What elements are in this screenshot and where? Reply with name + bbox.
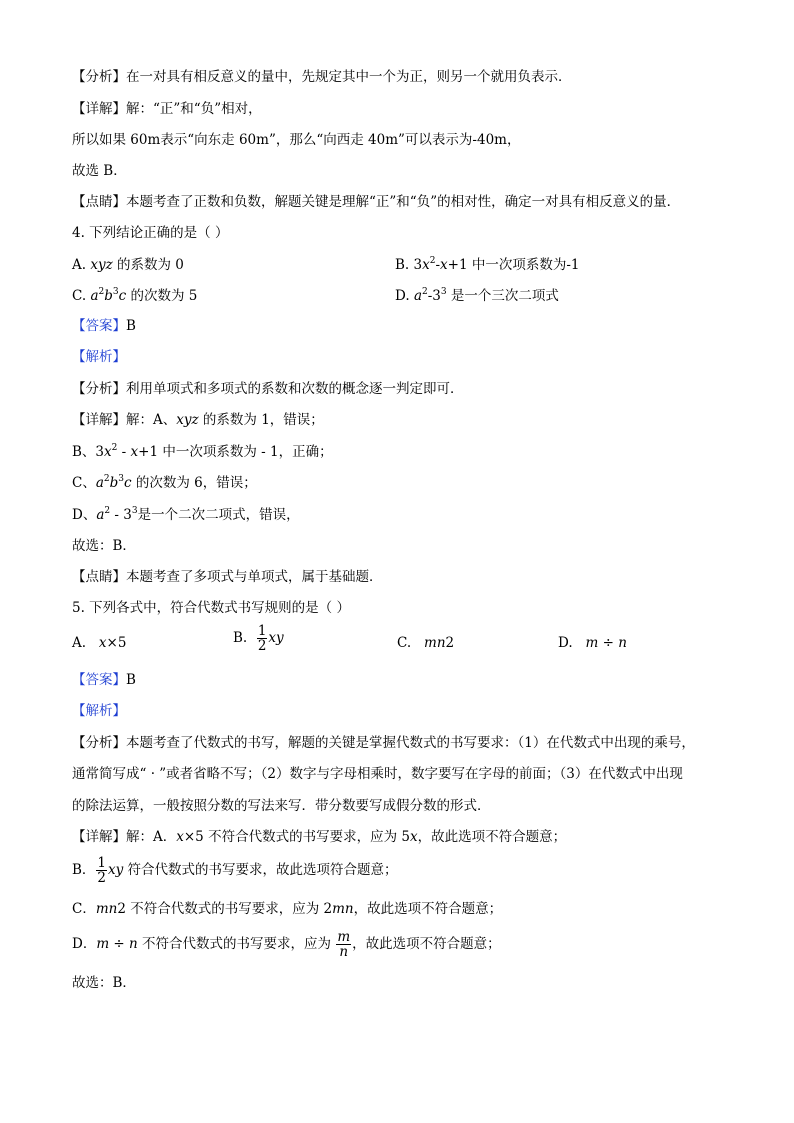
math-var: x <box>422 257 430 273</box>
detail-text: D． <box>72 936 97 952</box>
math-var: c <box>124 475 132 491</box>
q5-analysis-1 <box>72 734 695 752</box>
math-var: m <box>585 635 599 651</box>
detail-text: 不符合代数式的书写要求，应为 5 <box>203 829 410 845</box>
math-var: b <box>109 475 119 491</box>
exponent: 2 <box>429 256 436 266</box>
detail-text: +1 中一次项系数为 - 1，正确； <box>138 444 333 460</box>
detail-text: C． <box>72 901 96 917</box>
fraction: $\frac{m}{n}$ <box>337 929 351 960</box>
exponent: 2 <box>111 443 118 453</box>
math-expr: ×5 <box>183 829 204 845</box>
q5-analysis-3: 的除法运算，一般按照分数的写法来写．带分数要写成假分数的形式． <box>72 798 491 814</box>
answer-tag: 【答案】 <box>72 318 126 334</box>
analysis-text: 利用单项式和多项式的系数和次数的概念逐一判定即可． <box>126 381 464 397</box>
option-label: C. <box>397 635 412 651</box>
math-var: mn <box>95 901 118 917</box>
operator: ÷ <box>598 635 619 651</box>
answer-tag: 【答案】 <box>72 672 126 688</box>
comment-text: 本题考查了多项式与单项式，属于基础题． <box>126 569 383 585</box>
q4-detail-4 <box>72 506 300 524</box>
q5-detail-a <box>72 828 566 846</box>
q5-detail-b <box>72 856 398 885</box>
exponent: 2 <box>103 474 110 484</box>
q3-detail <box>72 100 262 118</box>
detail-text: ，故此选项不符合题意； <box>417 829 567 845</box>
math-var: mn <box>332 901 354 917</box>
q3-comment <box>72 193 680 211</box>
q4-stem: 4. 下列结论正确的是（ ） <box>72 225 229 241</box>
option-label: A. <box>72 635 87 651</box>
q4-answer <box>72 317 136 335</box>
math-var: xy <box>108 862 124 878</box>
math-var: c <box>118 288 127 304</box>
q5-detail-c <box>72 900 502 918</box>
exponent: 2 <box>422 287 428 297</box>
math-var: xy <box>268 630 284 646</box>
detail-text: C、 <box>72 475 96 491</box>
comment-tag: 【点睛】 <box>72 569 126 585</box>
q4-option-b <box>395 256 579 274</box>
detail-text: 的次数为 6，错误； <box>131 475 257 491</box>
q3-analysis <box>72 68 572 86</box>
option-label: D. <box>558 635 573 651</box>
q3-detail-line2: 所以如果 60m表示“向东走 60m”，那么“向西走 40m”可以表示为-40m， <box>72 132 521 148</box>
detail-text: ，故此选项不符合题意； <box>352 936 501 952</box>
analysis-tag: 【分析】 <box>72 735 126 751</box>
option-label: A. <box>72 257 91 273</box>
option-text: +1 中一次项系数为-1 <box>447 257 580 273</box>
q4-detail-3 <box>72 474 257 492</box>
detail-text: 符合代数式的书写要求，故此选项符合题意； <box>123 862 398 878</box>
q4-analysis <box>72 380 464 398</box>
operator: - <box>117 444 131 460</box>
q4-option-c <box>72 287 197 305</box>
math-var: mn <box>424 635 446 651</box>
q5-analysis-2: 通常简写成“ · ”或者省略不写；（2）数字与字母相乘时，数字要写在字母的前面；（3）在代数式中出现 <box>72 766 683 782</box>
q4-option-a <box>72 256 184 274</box>
detail-text: 的系数为 1，错误； <box>198 412 324 428</box>
exponent: 3 <box>131 506 138 516</box>
math-var: x <box>176 829 184 845</box>
detail-text: 解：A． <box>126 829 177 845</box>
q5-option-d <box>558 634 627 652</box>
option-text: 是一个三次二项式 <box>446 288 559 304</box>
analysis-text: 在一对具有相反意义的量中，先规定其中一个为正，则另一个就用负表示． <box>126 69 572 85</box>
q4-detail-1 <box>72 411 324 429</box>
math-expr: 2 <box>117 901 126 917</box>
operator: - 3 <box>110 507 132 523</box>
math-var: xyz <box>90 257 113 273</box>
math-var: n <box>618 635 627 651</box>
exponent: 3 <box>440 287 447 297</box>
q4-comment <box>72 568 383 586</box>
q5-solution-tag: 【解析】 <box>72 703 126 719</box>
q5-detail-end: 故选：B． <box>72 975 136 991</box>
detail-text: B． <box>72 862 96 878</box>
comment-tag: 【点睛】 <box>72 194 126 210</box>
detail-text: B、3 <box>72 444 105 460</box>
q3-detail-line3: 故选 B． <box>72 163 127 179</box>
analysis-tag: 【分析】 <box>72 69 126 85</box>
analysis-tag: 【分析】 <box>72 381 126 397</box>
operator: ÷ <box>109 936 130 952</box>
exponent: 2 <box>98 287 105 297</box>
detail-tag: 【详解】 <box>72 412 126 428</box>
math-var: m <box>96 936 110 952</box>
detail-text: ，故此选项不符合题意； <box>353 901 503 917</box>
comment-text: 本题考查了正数和负数，解题关键是理解“正”和“负”的相对性，确定一对具有相反意义的量． <box>126 194 681 210</box>
q4-detail-5: 故选：B． <box>72 538 136 554</box>
math-var: b <box>104 288 113 304</box>
math-var: xyz <box>176 412 199 428</box>
q5-answer <box>72 671 136 689</box>
fraction: $\frac{1}{2}$ <box>257 623 267 654</box>
q5-option-c <box>397 634 454 652</box>
exponent: 2 <box>104 506 111 516</box>
option-label: B. <box>233 630 248 646</box>
q5-stem: 5. 下列各式中，符合代数式书写规则的是（ ） <box>72 600 350 616</box>
detail-text: 解：“正”和“负”相对， <box>126 101 262 117</box>
math-var: a <box>95 475 104 491</box>
math-var: x <box>104 444 112 460</box>
detail-tag: 【详解】 <box>72 829 126 845</box>
operator: -3 <box>427 288 441 304</box>
exponent: 3 <box>118 474 125 484</box>
math-var: x <box>130 444 139 460</box>
math-var: x <box>98 635 107 651</box>
option-label: B. 3 <box>395 257 423 273</box>
exponent: 3 <box>112 287 119 297</box>
detail-text: 是一个二次二项式，错误， <box>137 507 300 523</box>
option-text: 的系数为 0 <box>112 257 184 273</box>
answer-value: B <box>126 672 136 688</box>
detail-text: 不符合代数式的书写要求，应为 <box>137 936 336 952</box>
operator: - <box>435 257 441 273</box>
q4-detail-2 <box>72 443 333 461</box>
answer-value: B <box>126 318 136 334</box>
math-var: a <box>413 288 422 304</box>
option-label: C. <box>72 288 91 304</box>
analysis-text: 本题考查了代数式的书写，解题的关键是掌握代数式的书写要求：（1）在代数式中出现的乘号， <box>126 735 695 751</box>
math-var: x <box>409 829 418 845</box>
math-var: a <box>90 288 99 304</box>
detail-text: D、 <box>72 507 97 523</box>
fraction: $\frac{1}{2}$ <box>97 855 107 886</box>
option-label: D. <box>395 288 414 304</box>
math-var: a <box>96 507 105 523</box>
detail-text: 不符合代数式的书写要求，应为 2 <box>125 901 333 917</box>
math-var: n <box>129 936 138 952</box>
detail-text: 解：A、 <box>126 412 177 428</box>
q5-detail-d <box>72 930 501 959</box>
q5-option-b <box>233 624 284 653</box>
math-var: x <box>440 257 448 273</box>
q5-option-a <box>72 634 126 652</box>
option-text: 的次数为 5 <box>126 288 198 304</box>
q4-solution-tag: 【解析】 <box>72 349 126 365</box>
math-expr: ×5 <box>106 635 127 651</box>
q4-option-d <box>395 287 559 305</box>
math-expr: 2 <box>445 635 455 651</box>
detail-tag: 【详解】 <box>72 101 126 117</box>
